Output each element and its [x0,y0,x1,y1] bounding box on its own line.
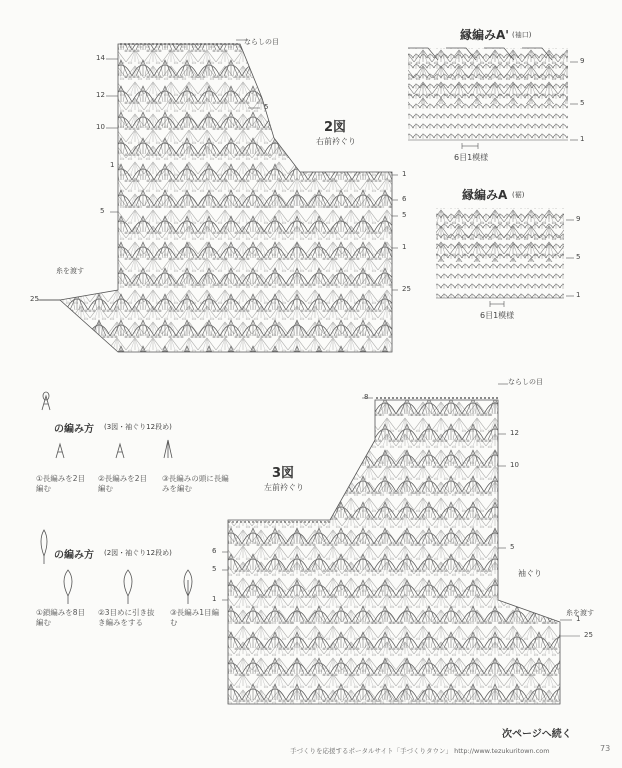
chart3-row-8: 8 [364,393,369,401]
border-a-row-1: 1 [576,291,581,299]
method1-step-1: ①長編みを2目編む [36,474,85,493]
chart3-subtitle: 左前衿ぐり [264,483,304,492]
border-a-row-5: 5 [576,253,581,261]
chart2-row-12: 12 [96,91,105,99]
chart2-row-25-left: 25 [30,295,39,303]
footer [290,746,550,755]
chart2-row-25-right: 25 [402,285,411,293]
method2-step-1: ①鎖編みを8目編む [36,608,85,627]
border-a-title: 縁編みA [462,188,508,202]
method1-step-3: ③長編みの頭に長編みを編む [162,474,229,493]
method2-step-3: ③長編み1目編む [170,608,219,627]
chart3-pass-label: 糸を渡す [566,609,594,617]
method1-heading: の編み方 [54,424,94,435]
chart2-row-1-left: 1 [110,161,115,169]
chart2-row-1-right: 1 [402,170,407,178]
border-a-repeat: 6目1模様 [480,311,515,320]
method1-heading-note: (3図・袖ぐり12段め) [104,423,172,431]
chart2-subtitle: 右前衿ぐり [316,137,356,146]
chart2-top-label: ならしの目 [244,38,279,46]
method2-step-2: ②3目めに引き抜き編みをする [98,608,155,627]
footer-url[interactable]: http://www.tezukuritown.com [454,747,550,755]
chart2-row-5-left: 5 [100,207,105,215]
border-a-prime-title: 縁編みA' [460,28,509,42]
chart3-title: 3図 [272,466,295,481]
chart2-row-5-right: 5 [264,103,269,111]
chart3-row-10: 10 [510,461,519,469]
method2-heading: の編み方 [54,550,94,561]
chart3-row-6: 6 [212,547,217,555]
border-a-prime-row-9: 9 [580,57,585,65]
chart2-row-6-right: 6 [402,195,407,203]
chart2-row-10: 10 [96,123,105,131]
chart3-row-1-right: 1 [576,615,581,623]
chart2-pass-label: 糸を渡す [56,267,84,275]
border-a-row-9: 9 [576,215,581,223]
border-a-prime-row-1: 1 [580,135,585,143]
chart3-row-12: 12 [510,429,519,437]
chart2-row-14: 14 [96,54,105,62]
chart3-row-5-left: 5 [212,565,217,573]
chart2-row-1b-right: 1 [402,243,407,251]
chart3-armhole: 袖ぐり [518,569,542,578]
method1-step-2: ②長編みを2目編む [98,474,147,493]
footer-text: 手づくりを応援するポータルサイト「手づくりタウン」 [290,747,453,755]
border-a-prime-row-5: 5 [580,99,585,107]
method2-heading-note: (2図・袖ぐり12段め) [104,549,172,557]
continue-note: 次ページへ続く [502,729,572,740]
chart3-row-1-left: 1 [212,595,217,603]
chart3-row-5-right: 5 [510,543,515,551]
page-number: 73 [600,744,611,753]
border-a-prime-note: (袖口) [512,31,532,39]
chart2-title: 2図 [324,120,347,135]
chart3-top-label: ならしの目 [508,378,543,386]
border-a-note: (裾) [512,191,525,199]
border-a-prime-repeat: 6目1模様 [454,153,489,162]
chart2-row-5b-right: 5 [402,211,407,219]
chart3-row-25-right: 25 [584,631,593,639]
